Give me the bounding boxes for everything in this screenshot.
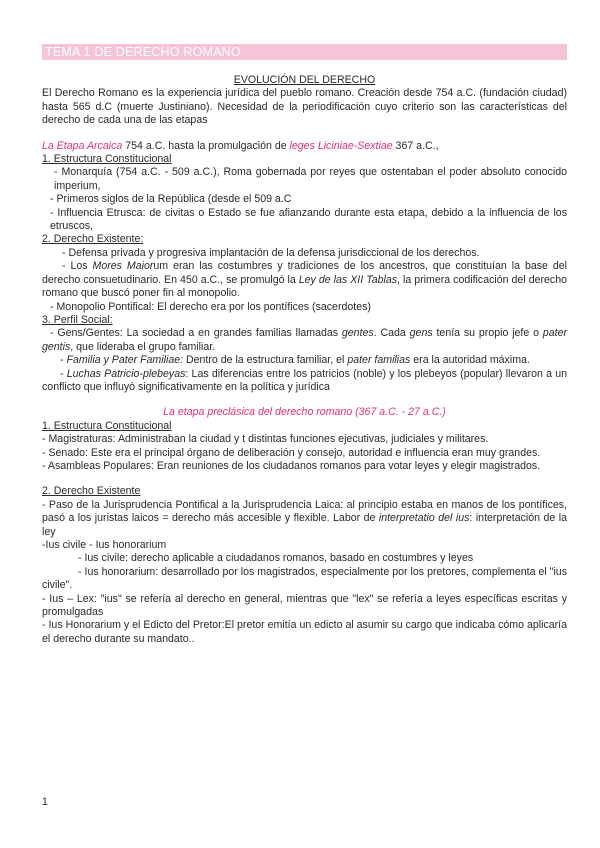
stage-arcaica-range-a: 754 a.C. hasta la promulgación de xyxy=(122,139,290,152)
text-run: : interpretación de la ley xyxy=(42,512,567,538)
preclasica-s2-item-6: - Ius Honorarium y el Edicto del Pretor:El pretor emitía un edicto al asumir su cargo que indicaba cómo aplicaría el derecho durante su mandato.. xyxy=(42,619,567,645)
section-heading: EVOLUCIÓN DEL DERECHO xyxy=(233,74,376,86)
preclasica-s2-item-3: - Ius civile: derecho aplicable a ciudadanos romanos, basado en costumbres y leyes xyxy=(78,552,474,565)
text-run: era la autoridad máxima. xyxy=(410,354,530,367)
arcaica-s3-item-2 xyxy=(42,354,567,367)
text-run: tenía su propio jefe o xyxy=(432,327,543,340)
intro-paragraph: El Derecho Romano es la experiencia jurídica del pueblo romano. Creación desde 754 a.C. (fundación ciudad) hasta 565 d.C (muerte Justiniano). Necesidad de la periodificación cuyo criterio son las características del derecho de cada una de las etapas xyxy=(42,87,567,127)
text-run: . Cada xyxy=(373,327,410,340)
text-run: - xyxy=(60,354,67,367)
stage-arcaica-leges: leges Liciniae-Sextiae xyxy=(289,139,393,152)
preclasica-s2-item-2: -Ius civile - Ius honorarium xyxy=(42,539,167,551)
arcaica-subsection-2-title: 2. Derecho Existente: xyxy=(42,233,144,246)
stage-arcaica-title xyxy=(42,140,567,153)
preclasica-s2-item-1 xyxy=(42,499,567,539)
page-number: 1 xyxy=(42,796,48,808)
text-run: - Paso de la Jurisprudencia Pontifical a la Jurisprudencia Laica: al principio estaba en manos de los pontífices, pasó a los juristas laicos = derecho más accesible y flexible. Labor de xyxy=(42,498,567,525)
ley-xii-tablas-term: Ley de las XII Tablas xyxy=(298,273,398,286)
preclasica-s1-item-2: - Senado: Este era el principal órgano de deliberación y consejo, autoridad e influencia eran muy grandes. xyxy=(42,446,541,459)
document-page xyxy=(42,44,567,646)
text-run: , que lideraba el grupo familiar. xyxy=(70,340,216,353)
arcaica-s1-item-3: - Influencia Etrusca: de civitas o Estado se fue afianzando durante esta etapa, debido a la influencia de los etruscos, xyxy=(50,206,567,233)
text-run: - Gens/Gentes: La sociedad a en grandes familias llamadas xyxy=(50,327,342,340)
document-title-banner: TEMA 1 DE DERECHO ROMANO xyxy=(42,44,567,60)
arcaica-subsection-3-title: 3. Perfil Social: xyxy=(42,313,113,326)
text-run: , la primera codificación del derecho romano que buscó poner fin al monopolio. xyxy=(42,273,567,300)
arcaica-s2-item-2 xyxy=(42,260,567,300)
arcaica-s1-item-2: - Primeros siglos de la República (desde el 509 a.C xyxy=(50,193,292,206)
arcaica-s3-item-3 xyxy=(42,368,567,395)
gentes-term: gentes xyxy=(341,327,374,340)
text-run: um eran las costumbres y tradiciones de los ancestros, que constituían la base del derecho consuetudinario. En 450 a.C., se promulgó la xyxy=(42,260,568,286)
arcaica-s1-item-1: - Monarquía (754 a.C. - 509 a.C.), Roma gobernada por reyes que ostentaban el poder absoluto conocido imperium, xyxy=(54,166,567,192)
preclasica-s1-item-1: - Magistraturas: Administraban la ciudad y t distintas funciones ejecutivas, judiciales y militares. xyxy=(42,433,489,446)
preclasica-subsection-1-title: 1. Estructura Constitucional xyxy=(42,419,172,432)
arcaica-subsection-1-title: 1. Estructura Constitucional xyxy=(42,153,172,166)
stage-preclasica-title: La etapa preclásica del derecho romano (367 a.C. - 27 a.C.) xyxy=(163,406,446,419)
arcaica-s3-item-1 xyxy=(42,327,567,354)
arcaica-s2-item-3: - Monopolio Pontifical: El derecho era por los pontífices (sacerdotes) xyxy=(50,300,371,313)
arcaica-s2-item-1: - Defensa privada y progresiva implantación de la defensa jurisdiccional de los derechos. xyxy=(62,246,480,259)
luchas-term: Luchas Patricio-plebeyas xyxy=(66,367,186,380)
text-run: : Las diferencias entre los patricios (noble) y los plebeyos (popular) llevaron a un conflicto que influyó significativamente en la política y jurídica xyxy=(42,367,567,393)
familia-term: Familia y Pater Familiae: xyxy=(66,354,184,367)
interpretatio-term: interpretatio del ius xyxy=(378,512,470,525)
text-run: - Los xyxy=(62,260,93,273)
stage-arcaica-range-b: 367 a.C., xyxy=(392,139,439,152)
gens-term: gens xyxy=(409,327,433,340)
mores-maior-term: Mores Maior xyxy=(92,260,154,273)
text-run: Dentro de la estructura familiar, el xyxy=(183,354,348,367)
preclasica-s2-item-5: - Ius – Lex: "ius" se refería al derecho en general, mientras que "lex" se refería a leyes específicas escritas y promulgadas xyxy=(42,592,567,619)
preclasica-subsection-2-title: 2. Derecho Existente xyxy=(42,485,141,498)
text-run: - xyxy=(60,367,67,380)
preclasica-s1-item-3: - Asambleas Populares: Eran reuniones de los ciudadanos romanos para votar leyes y elegir magistrados. xyxy=(42,459,541,472)
stage-arcaica-name: La Etapa Arcaica xyxy=(42,139,123,152)
pater-gentis-term: pater gentis xyxy=(42,327,567,353)
pater-familias-term: pater familias xyxy=(347,354,411,367)
preclasica-s2-item-4: - Ius honorarium: desarrollado por los magistrados, especialmente por los pretores, complementa el "ius civile". xyxy=(42,565,567,592)
